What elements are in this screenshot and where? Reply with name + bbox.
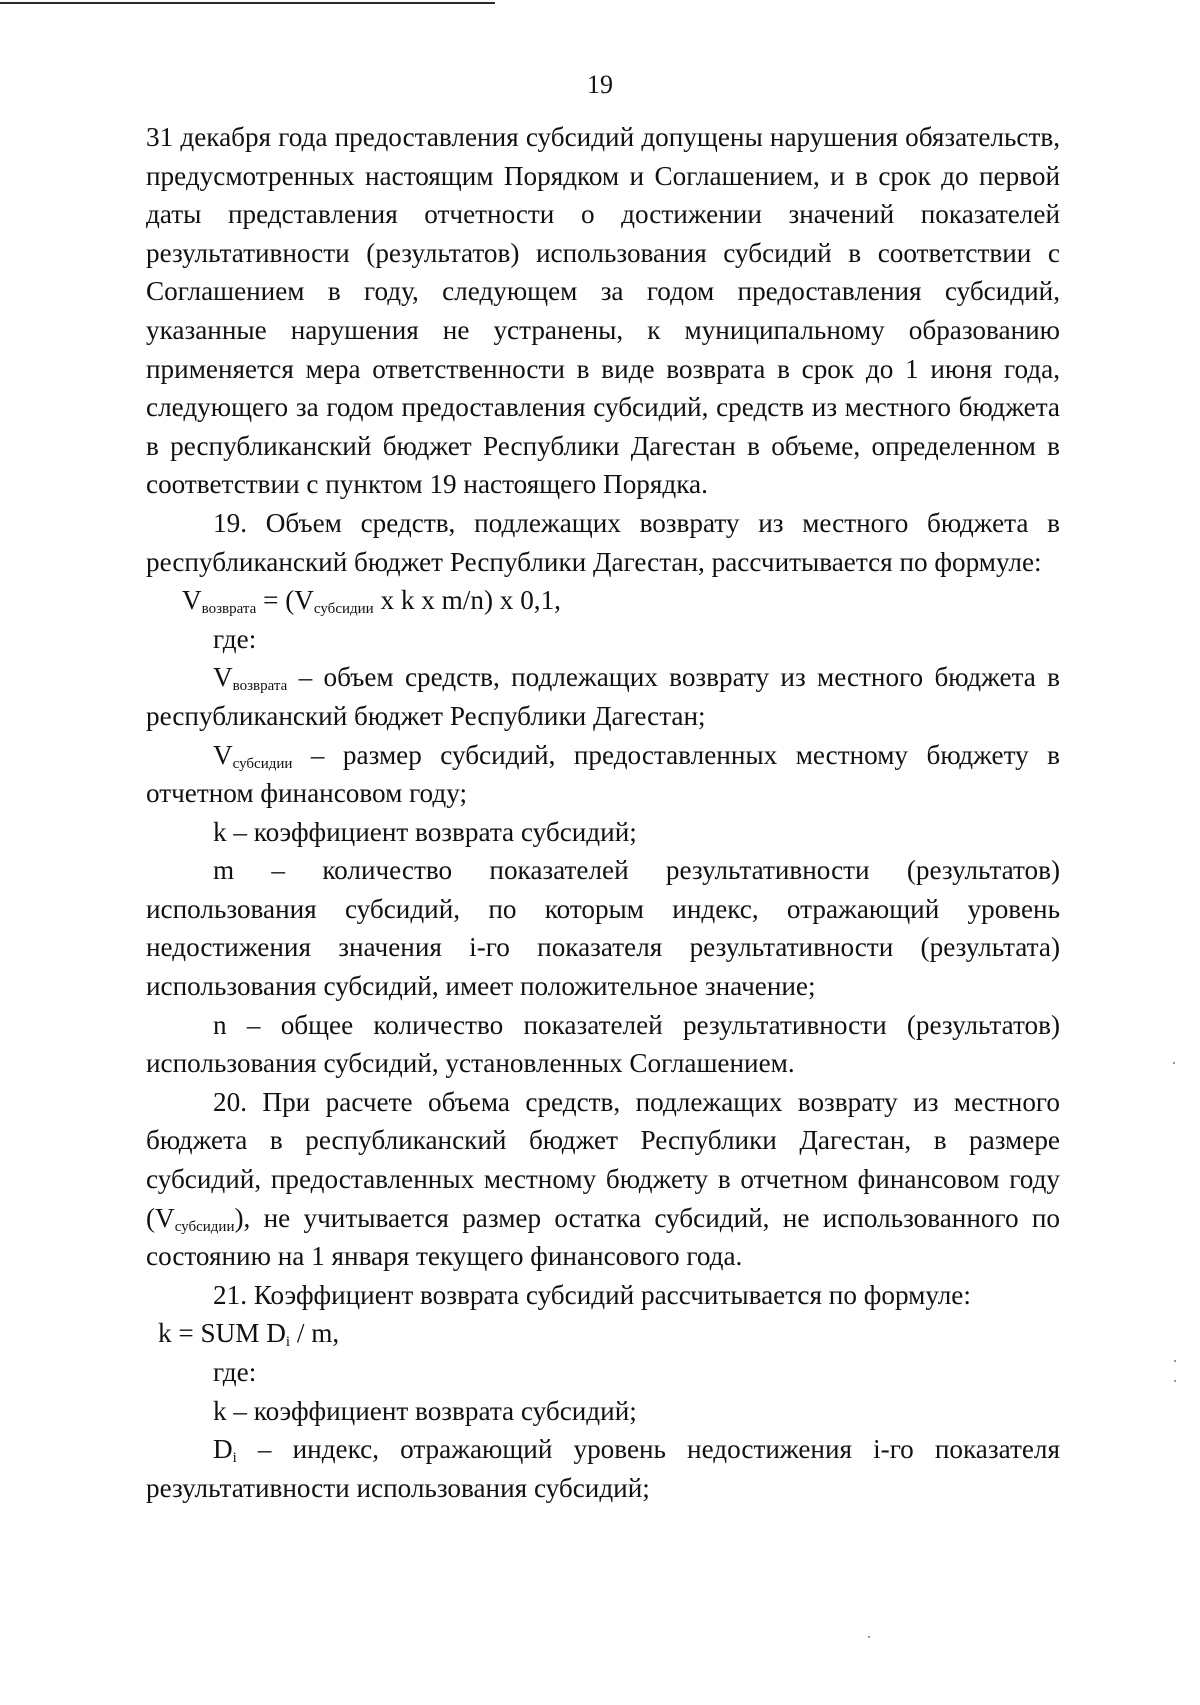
definition-k: k – коэффициент возврата субсидий;	[213, 816, 637, 847]
definition-symbol: V	[213, 739, 233, 770]
definition-d	[146, 1430, 1060, 1507]
definition-text: – индекс, отражающий уровень недостижения i-го показателя результативности использования субсидий;	[146, 1434, 1060, 1503]
definition-symbol: V	[213, 662, 233, 693]
formula-part: k = SUM D	[158, 1318, 286, 1349]
paragraph-continuation: 31 декабря года предоставления субсидий допущены нарушения обязательств, предусмотренных настоящим Порядком и Соглашением, и в срок до первой даты представления отчетности о достижении значений показателей результативности (результатов) использования субсидий в соответствии с Соглашением в году, следующем за годом предоставления субсидий, указанные нарушения не устранены, к муниципальному образованию применяется мера ответственности в виде возврата в срок до 1 июня года, следующего за годом предоставления субсидий, средств из местного бюджета в республиканский бюджет Республики Дагестан в объеме, определенном в соответствии с пунктом 19 настоящего Порядка.	[146, 122, 1060, 500]
paragraph-subscript: субсидии	[174, 1218, 235, 1235]
definition-subscript: субсидии	[232, 755, 293, 772]
paragraph-19: 19. Объем средств, подлежащих возврату из местного бюджета в республиканский бюджет Республики Дагестан, рассчитывается по формуле:	[146, 507, 1060, 577]
formula-subscript: возврата	[201, 601, 257, 618]
formula-symbol: V	[182, 585, 202, 616]
formula-k	[146, 1314, 1060, 1353]
definition-subscript: i	[232, 1450, 237, 1467]
where-label: где:	[213, 623, 257, 654]
formula-v-vozvrata	[146, 581, 1060, 620]
definition-subscript: возврата	[232, 678, 288, 695]
paragraph-text: 20. При расчете объема средств, подлежащих возврату из местного бюджета в республиканский бюджет Республики Дагестан, в размере субсидий, предоставленных местному бюджету в отчетном финансовом году (V	[146, 1086, 1060, 1233]
definition-k-repeat: k – коэффициент возврата субсидий;	[213, 1395, 637, 1426]
formula-part: = (V	[256, 585, 314, 616]
formula-part: x k x m/n) x 0,1,	[373, 585, 561, 616]
formula-subscript: i	[285, 1334, 291, 1351]
definition-m: m – количество показателей результативности (результатов) использования субсидий, по которым индекс, отражающий уровень недостижения значения i-го показателя результативности (результата) использования субсидий, имеет положительное значение;	[146, 855, 1060, 1002]
page-number: 19	[587, 70, 613, 99]
formula-part: / m,	[290, 1318, 340, 1349]
definition-text: – размер субсидий, предоставленных местному бюджету в отчетном финансовом году;	[146, 739, 1060, 809]
scan-speck	[868, 1636, 870, 1638]
scan-speck	[1174, 1380, 1176, 1382]
formula-subscript: субсидии	[313, 601, 374, 618]
document-body	[146, 118, 1060, 1507]
definition-symbol: D	[213, 1434, 233, 1465]
scan-speck	[1173, 1062, 1175, 1064]
where-label: где:	[213, 1357, 257, 1387]
paragraph-20	[146, 1083, 1060, 1276]
definition-text: – объем средств, подлежащих возврату из местного бюджета в республиканский бюджет Республики Дагестан;	[146, 662, 1060, 731]
definition-v-subsidii	[146, 736, 1060, 813]
scan-edge-line	[0, 2, 495, 4]
paragraph-21: 21. Коэффициент возврата субсидий рассчитывается по формуле:	[213, 1279, 971, 1310]
scan-speck	[1174, 1360, 1176, 1362]
definition-v-vozvrata	[146, 658, 1060, 735]
definition-n: n – общее количество показателей результативности (результатов) использования субсидий, установленных Соглашением.	[146, 1009, 1060, 1079]
paragraph-text: ), не учитывается размер остатка субсидий, не использованного по состоянию на 1 января текущего финансового года.	[146, 1202, 1060, 1272]
